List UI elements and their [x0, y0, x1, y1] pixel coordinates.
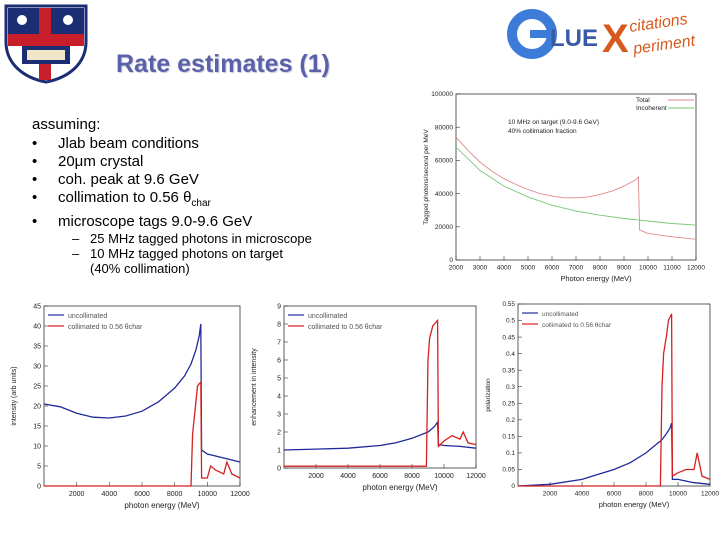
- x-tick-label: 4000: [496, 264, 512, 272]
- x-tick-label: 8000: [592, 264, 608, 272]
- x-tick-label: 9000: [616, 264, 632, 272]
- x-tick-label: 12000: [686, 264, 706, 272]
- x-tick-label: 4000: [101, 491, 118, 498]
- gluex-logo: [502, 4, 702, 64]
- y-tick-label: 1: [277, 447, 281, 455]
- plot-frame: [518, 304, 710, 486]
- slide-title: Rate estimates (1): [116, 50, 330, 78]
- y-tick-label: 0.3: [505, 383, 515, 391]
- svg-text:periment: periment: [632, 32, 697, 58]
- bullet-item: • collimation to 0.56 $\theta_{char}$: [32, 189, 312, 213]
- bullet-item: • Jlab beam conditions: [32, 135, 312, 153]
- plot-frame: [44, 306, 240, 486]
- y-tick-label: 0.55: [502, 301, 515, 309]
- y-tick-label: 6: [277, 357, 281, 365]
- legend-label: collimated to 0.56 θchar: [308, 324, 383, 331]
- x-tick-label: 6000: [544, 264, 560, 272]
- x-tick-label: 8000: [404, 473, 420, 480]
- x-tick-label: 5000: [520, 264, 536, 272]
- y-tick-label: 30: [33, 363, 41, 371]
- y-tick-label: 9: [277, 303, 281, 311]
- x-tick-label: 6000: [372, 473, 388, 480]
- x-tick-label: 10000: [197, 491, 218, 498]
- y-tick-label: 0.45: [502, 334, 515, 342]
- x-tick-label: 2000: [448, 264, 464, 272]
- y-tick-label: 0.5: [505, 317, 515, 325]
- enhancement-chart: [252, 296, 484, 508]
- y-tick-label: 20000: [434, 223, 453, 231]
- y-tick-label: 60000: [434, 157, 453, 165]
- assumptions-lead: assuming:: [32, 116, 101, 133]
- legend-label: Incoherent: [636, 105, 667, 112]
- y-tick-label: 0: [277, 465, 281, 473]
- y-tick-label: 10: [33, 443, 41, 451]
- y-tick-label: 3: [277, 411, 281, 419]
- y-tick-label: 35: [33, 343, 41, 351]
- svg-text:LUE: LUE: [550, 25, 598, 52]
- y-tick-label: 4: [277, 393, 281, 401]
- x-tick-label: 6000: [134, 491, 150, 498]
- x-tick-label: 8000: [166, 491, 183, 498]
- y-tick-label: 2: [277, 429, 281, 437]
- y-tick-label: 20: [33, 403, 41, 411]
- y-tick-label: 7: [277, 339, 281, 347]
- y-tick-label: 0.35: [502, 367, 515, 375]
- x-tick-label: 4000: [574, 490, 590, 498]
- y-tick-label: 0.4: [505, 350, 515, 358]
- x-axis-label: photon energy (MeV): [124, 501, 200, 510]
- y-axis-label: Tagged photons/second per MeV: [423, 129, 430, 225]
- x-axis-label: Photon energy (MeV): [560, 274, 632, 283]
- y-axis-label: enhancement in intensity: [251, 348, 258, 426]
- x-tick-label: 10000: [638, 264, 658, 272]
- x-tick-label: 12000: [466, 473, 486, 480]
- polarization-chart: [486, 296, 718, 508]
- y-tick-label: 0: [449, 257, 453, 265]
- y-tick-label: 100000: [431, 91, 453, 99]
- y-tick-label: 15: [33, 423, 41, 431]
- y-tick-label: 5: [37, 463, 41, 471]
- x-axis-label: photon energy (MeV): [598, 500, 670, 509]
- assumptions-list: [32, 116, 312, 276]
- bullet-item: • microscope tags 9.0-9.6 GeV: [32, 213, 312, 231]
- bullet-item: • 20μm crystal: [32, 153, 312, 171]
- y-tick-label: 40000: [434, 190, 453, 198]
- y-tick-label: 80000: [434, 124, 453, 132]
- y-tick-label: 5: [277, 375, 281, 383]
- x-axis-label: photon energy (MeV): [362, 483, 438, 492]
- x-tick-label: 11000: [663, 264, 681, 272]
- x-tick-label: 3000: [472, 264, 488, 272]
- x-tick-label: 12000: [700, 490, 720, 498]
- x-tick-label: 2000: [68, 491, 85, 498]
- legend-label: uncollimated: [542, 311, 579, 318]
- x-tick-label: 7000: [568, 264, 584, 272]
- sub-bullet-item: – 10 MHz tagged photons on target (40% collimation): [32, 246, 312, 276]
- y-tick-label: 8: [277, 321, 281, 329]
- y-tick-label: 25: [33, 383, 41, 391]
- svg-text:X: X: [602, 17, 629, 61]
- x-tick-label: 12000: [230, 491, 250, 498]
- x-tick-label: 6000: [606, 490, 622, 498]
- chart-annotation: 40% collimation fraction: [508, 128, 577, 135]
- y-tick-label: 0.25: [502, 400, 515, 408]
- y-tick-label: 45: [33, 303, 41, 311]
- legend-label: collimated to 0.56 θchar: [542, 322, 612, 329]
- x-tick-label: 8000: [638, 490, 654, 498]
- y-tick-label: 40: [33, 323, 41, 331]
- legend-label: uncollimated: [68, 313, 108, 320]
- y-tick-label: 0: [37, 483, 41, 491]
- y-tick-label: 0.2: [505, 416, 515, 424]
- x-tick-label: 2000: [308, 473, 324, 480]
- y-tick-label: 0: [511, 483, 515, 491]
- tagged-rate-chart: [404, 88, 704, 298]
- y-tick-label: 0.05: [502, 466, 515, 474]
- y-tick-label: 0.1: [505, 450, 515, 458]
- svg-text:citations: citations: [628, 10, 689, 36]
- sub-bullet-item: – 25 MHz tagged photons in microscope: [32, 231, 312, 246]
- x-tick-label: 10000: [668, 490, 688, 498]
- y-axis-label: polarization: [485, 378, 492, 412]
- x-tick-label: 10000: [434, 473, 454, 480]
- legend-label: collimated to 0.56 θchar: [68, 324, 143, 331]
- x-tick-label: 4000: [340, 473, 356, 480]
- x-tick-label: 2000: [542, 490, 558, 498]
- legend-label: Total: [636, 97, 650, 104]
- chart-annotation: 10 MHz on target (9.0-9.6 GeV): [508, 119, 600, 126]
- university-crest-logo: [2, 2, 92, 84]
- bullet-item: • coh. peak at 9.6 GeV: [32, 171, 312, 189]
- legend-label: uncollimated: [308, 313, 348, 320]
- intensity-chart: [4, 296, 250, 508]
- y-axis-label: intensity (arb units): [11, 366, 18, 426]
- y-tick-label: 0.15: [502, 433, 515, 441]
